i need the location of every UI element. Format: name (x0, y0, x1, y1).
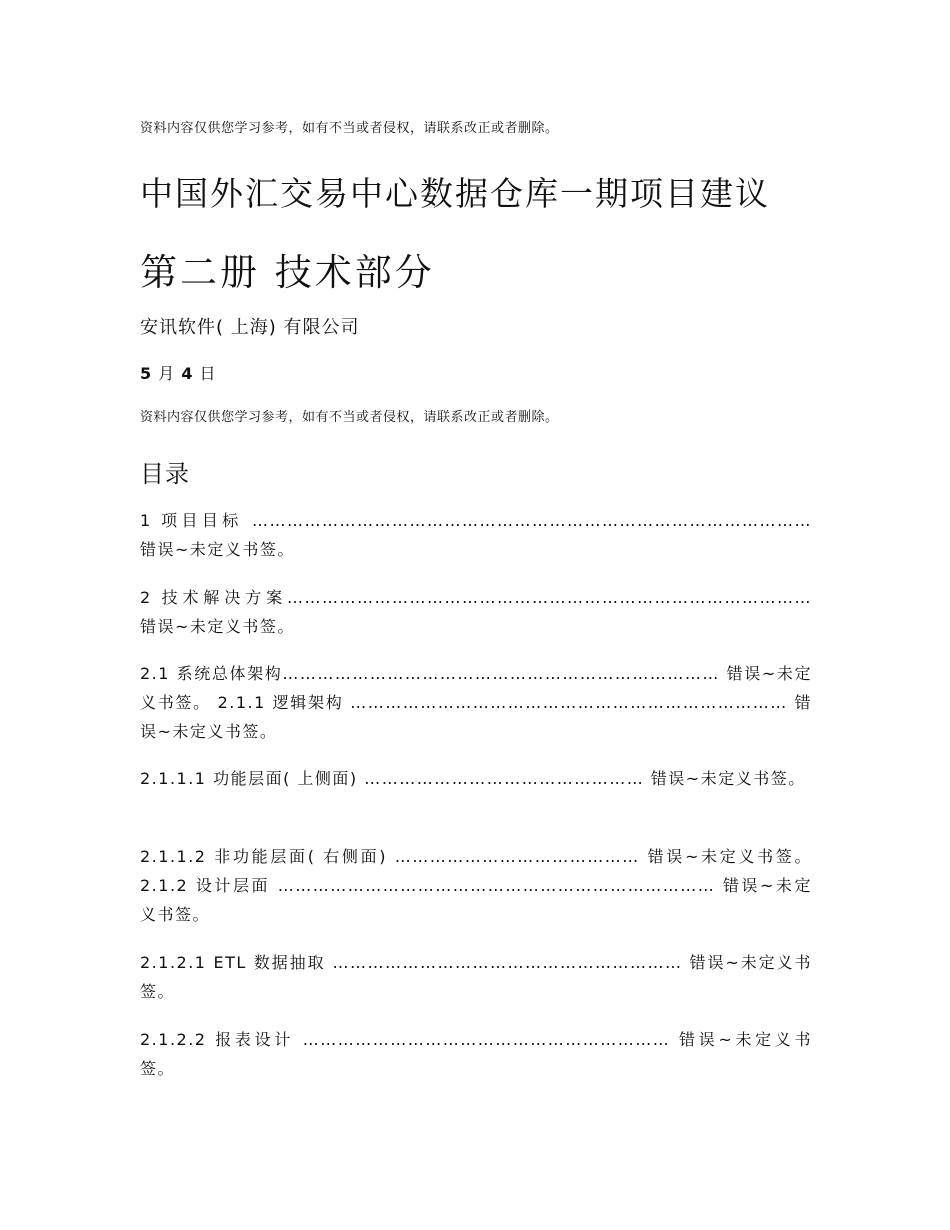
toc-entry-2-1-2-1[interactable] (140, 948, 812, 1006)
toc-entry-text: 2.1.1.2 非功能层面( 右侧面) …………………………………… 错误~未定义书签。 2.1.2 设计层面 ………………………………………………………………… 错误~未定义书签。 (140, 847, 812, 924)
document-subtitle: 第二册 技术部分 (140, 251, 435, 294)
toc-entry-text: 2.1.1.1 功能层面( 上侧面) ………………………………………… 错误~未定义书签。 (140, 769, 806, 788)
toc-entry-text: 2.1 系统总体架构………………………………………………………………… 错误~未定义书签。 2.1.1 逻辑架构 ………………………………………………………………… 错误~未定义书签。 (140, 664, 812, 741)
disclaimer-second: 资料内容仅供您学习参考，如有不当或者侵权，请联系改正或者删除。 (140, 410, 559, 425)
toc-entry-2-1-1-2[interactable] (140, 842, 812, 929)
date-month-unit: 月 (152, 364, 182, 383)
date-month-number: 5 (140, 364, 153, 383)
toc-entry-text: 2.1.2.2 报表设计 ……………………………………………………… 错误~未定义书签。 (140, 1030, 812, 1078)
document-title: 中国外汇交易中心数据仓库一期项目建议 (140, 174, 770, 213)
toc-entry-text: 2 技术解决方案……………………………………………………………………………… 错误~未定义书签。 (140, 588, 812, 636)
toc-entry-2[interactable] (140, 583, 812, 641)
toc-entry-2-1-1-1[interactable] (140, 764, 812, 793)
date-day-unit: 日 (193, 364, 217, 383)
toc-entry-2-1-2-2[interactable] (140, 1025, 812, 1083)
toc-heading: 目录 (140, 460, 190, 488)
toc-entry-2-1[interactable] (140, 659, 812, 746)
disclaimer-top: 资料内容仅供您学习参考，如有不当或者侵权，请联系改正或者删除。 (140, 121, 559, 136)
company-name: 安讯软件( 上海) 有限公司 (140, 317, 360, 338)
toc-entry-text: 1 项目目标 …………………………………………………………………………………… 错误~未定义书签。 (140, 511, 812, 559)
document-date (140, 361, 217, 384)
date-day-number: 4 (181, 364, 194, 383)
toc-entry-1[interactable] (140, 506, 812, 564)
toc-entry-text: 2.1.2.1 ETL 数据抽取 …………………………………………………… 错误~未定义书签。 (140, 953, 812, 1001)
